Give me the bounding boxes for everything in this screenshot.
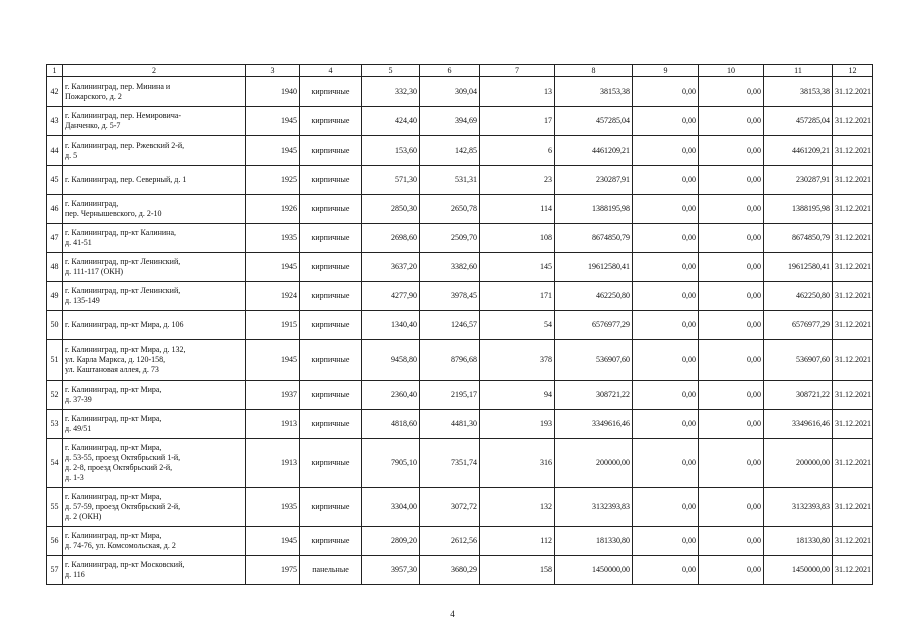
column-header: 3 — [246, 65, 300, 77]
address-cell — [63, 253, 246, 282]
address-line: Пожарского, д. 2 — [65, 91, 122, 101]
table-row — [47, 77, 873, 107]
row-number: 53 — [47, 410, 63, 439]
col11-value-cell: 3132393,83 — [764, 488, 833, 527]
living-area-cell: 3072,72 — [420, 488, 480, 527]
date-cell: 31.12.2021 — [833, 381, 873, 410]
total-area-cell: 2809,20 — [362, 527, 420, 556]
wall-material-cell: кирпичные — [300, 311, 362, 340]
address-cell — [63, 527, 246, 556]
address-line: д. 2-8, проезд Октябрьский 2-й, — [65, 463, 173, 472]
address-cell — [63, 410, 246, 439]
residents-count-cell: 17 — [480, 107, 555, 136]
row-number: 44 — [47, 136, 63, 166]
wall-material-cell: кирпичные — [300, 166, 362, 195]
address-line: д. 116 — [65, 570, 85, 579]
date-cell: 31.12.2021 — [833, 77, 873, 107]
table-row — [47, 439, 873, 488]
year-built-cell: 1945 — [246, 340, 300, 381]
table-row — [47, 136, 873, 166]
residents-count-cell: 158 — [480, 556, 555, 585]
total-cost-cell: 6576977,29 — [555, 311, 633, 340]
living-area-cell: 4481,30 — [420, 410, 480, 439]
col11-value-cell: 1388195,98 — [764, 195, 833, 224]
address-line: д. 2 (ОКН) — [65, 512, 102, 521]
residents-count-cell: 132 — [480, 488, 555, 527]
address-line: д. 37-39 — [65, 395, 92, 404]
column-header: 9 — [633, 65, 699, 77]
year-built-cell: 1975 — [246, 556, 300, 585]
address-cell — [63, 311, 246, 340]
table-row — [47, 556, 873, 585]
living-area-cell: 1246,57 — [420, 311, 480, 340]
date-cell: 31.12.2021 — [833, 107, 873, 136]
col11-value-cell: 3349616,46 — [764, 410, 833, 439]
address-cell — [63, 282, 246, 311]
col10-value-cell: 0,00 — [699, 77, 764, 107]
wall-material-cell: кирпичные — [300, 107, 362, 136]
col10-value-cell: 0,00 — [699, 136, 764, 166]
table-row — [47, 340, 873, 381]
col11-value-cell: 462250,80 — [764, 282, 833, 311]
date-cell: 31.12.2021 — [833, 136, 873, 166]
row-number: 54 — [47, 439, 63, 488]
total-area-cell: 3637,20 — [362, 253, 420, 282]
table-row — [47, 488, 873, 527]
year-built-cell: 1915 — [246, 311, 300, 340]
col11-value-cell: 8674850,79 — [764, 224, 833, 253]
total-area-cell: 4818,60 — [362, 410, 420, 439]
address-line: г. Калининград, пер. Северный, д. 1 — [65, 175, 187, 184]
total-area-cell: 2698,60 — [362, 224, 420, 253]
residents-count-cell: 6 — [480, 136, 555, 166]
address-line: г. Калининград, пр-кт Мира, — [65, 492, 162, 501]
address-line: пер. Чернышевского, д. 2-10 — [65, 209, 162, 218]
col11-value-cell: 19612580,41 — [764, 253, 833, 282]
total-cost-cell: 536907,60 — [555, 340, 633, 381]
living-area-cell: 142,85 — [420, 136, 480, 166]
row-number: 49 — [47, 282, 63, 311]
col9-value-cell: 0,00 — [633, 439, 699, 488]
wall-material-cell: кирпичные — [300, 340, 362, 381]
col9-value-cell: 0,00 — [633, 556, 699, 585]
col11-value-cell: 308721,22 — [764, 381, 833, 410]
address-line: д. 57-59, проезд Октябрьский 2-й, — [65, 502, 181, 511]
address-line: г. Калининград, — [65, 199, 119, 208]
living-area-cell: 394,69 — [420, 107, 480, 136]
row-number: 57 — [47, 556, 63, 585]
col11-value-cell: 181330,80 — [764, 527, 833, 556]
address-cell — [63, 136, 246, 166]
col11-value-cell: 200000,00 — [764, 439, 833, 488]
address-line: г. Калининград, пр-кт Ленинский, — [65, 257, 181, 266]
date-cell: 31.12.2021 — [833, 410, 873, 439]
total-cost-cell: 462250,80 — [555, 282, 633, 311]
col9-value-cell: 0,00 — [633, 282, 699, 311]
total-cost-cell: 1388195,98 — [555, 195, 633, 224]
wall-material-cell: кирпичные — [300, 439, 362, 488]
total-cost-cell: 181330,80 — [555, 527, 633, 556]
row-number: 47 — [47, 224, 63, 253]
total-cost-cell: 4461209,21 — [555, 136, 633, 166]
col9-value-cell: 0,00 — [633, 410, 699, 439]
date-cell: 31.12.2021 — [833, 195, 873, 224]
column-header: 7 — [480, 65, 555, 77]
wall-material-cell: кирпичные — [300, 136, 362, 166]
total-area-cell: 153,60 — [362, 136, 420, 166]
address-line: г. Калининград, пр-кт Калинина, — [65, 228, 176, 237]
total-cost-cell: 200000,00 — [555, 439, 633, 488]
living-area-cell: 2509,70 — [420, 224, 480, 253]
date-cell: 31.12.2021 — [833, 224, 873, 253]
living-area-cell: 531,31 — [420, 166, 480, 195]
col9-value-cell: 0,00 — [633, 77, 699, 107]
column-header: 2 — [63, 65, 246, 77]
living-area-cell: 8796,68 — [420, 340, 480, 381]
total-area-cell: 571,30 — [362, 166, 420, 195]
table-row — [47, 166, 873, 195]
col9-value-cell: 0,00 — [633, 224, 699, 253]
total-area-cell: 332,30 — [362, 77, 420, 107]
address-line: г. Калининград, пр-кт Московский, — [65, 560, 185, 569]
address-line: г. Калининград, пр-кт Мира, — [65, 414, 162, 423]
col9-value-cell: 0,00 — [633, 527, 699, 556]
address-line: д. 53-55, проезд Октябрьский 1-й, — [65, 453, 181, 462]
living-area-cell: 3680,29 — [420, 556, 480, 585]
address-line: д. 41-51 — [65, 238, 92, 247]
year-built-cell: 1935 — [246, 224, 300, 253]
col11-value-cell: 1450000,00 — [764, 556, 833, 585]
col10-value-cell: 0,00 — [699, 311, 764, 340]
date-cell: 31.12.2021 — [833, 527, 873, 556]
residents-count-cell: 114 — [480, 195, 555, 224]
row-number: 52 — [47, 381, 63, 410]
col11-value-cell: 457285,04 — [764, 107, 833, 136]
col9-value-cell: 0,00 — [633, 253, 699, 282]
total-cost-cell: 308721,22 — [555, 381, 633, 410]
address-cell — [63, 224, 246, 253]
table-body — [47, 77, 873, 585]
wall-material-cell: кирпичные — [300, 381, 362, 410]
year-built-cell: 1945 — [246, 136, 300, 166]
living-area-cell: 2612,56 — [420, 527, 480, 556]
address-line: д. 49/51 — [65, 424, 92, 433]
living-area-cell: 3382,60 — [420, 253, 480, 282]
year-built-cell: 1924 — [246, 282, 300, 311]
table-row — [47, 527, 873, 556]
col9-value-cell: 0,00 — [633, 195, 699, 224]
address-cell — [63, 107, 246, 136]
wall-material-cell: кирпичные — [300, 253, 362, 282]
date-cell: 31.12.2021 — [833, 282, 873, 311]
total-cost-cell: 8674850,79 — [555, 224, 633, 253]
col10-value-cell: 0,00 — [699, 340, 764, 381]
wall-material-cell: панельные — [300, 556, 362, 585]
table-row — [47, 381, 873, 410]
total-cost-cell: 38153,38 — [555, 77, 633, 107]
address-line: г. Калининград, пер. Минина и — [65, 81, 171, 91]
date-cell: 31.12.2021 — [833, 488, 873, 527]
row-number: 51 — [47, 340, 63, 381]
total-area-cell: 7905,10 — [362, 439, 420, 488]
col9-value-cell: 0,00 — [633, 136, 699, 166]
total-cost-cell: 230287,91 — [555, 166, 633, 195]
address-line: д. 1-3 — [65, 473, 84, 482]
col10-value-cell: 0,00 — [699, 224, 764, 253]
address-line: ул. Каштановая аллея, д. 73 — [65, 365, 159, 374]
living-area-cell: 3978,45 — [420, 282, 480, 311]
header-row — [47, 65, 873, 77]
col9-value-cell: 0,00 — [633, 381, 699, 410]
row-number: 42 — [47, 77, 63, 107]
housing-register-table — [46, 64, 873, 585]
col10-value-cell: 0,00 — [699, 195, 764, 224]
col10-value-cell: 0,00 — [699, 488, 764, 527]
living-area-cell: 7351,74 — [420, 439, 480, 488]
living-area-cell: 2195,17 — [420, 381, 480, 410]
residents-count-cell: 54 — [480, 311, 555, 340]
date-cell: 31.12.2021 — [833, 166, 873, 195]
residents-count-cell: 378 — [480, 340, 555, 381]
date-cell: 31.12.2021 — [833, 253, 873, 282]
address-line: д. 135-149 — [65, 296, 100, 305]
address-line: г. Калининград, пр-кт Ленинский, — [65, 286, 181, 295]
row-number: 45 — [47, 166, 63, 195]
col10-value-cell: 0,00 — [699, 410, 764, 439]
wall-material-cell: кирпичные — [300, 224, 362, 253]
year-built-cell: 1945 — [246, 107, 300, 136]
column-header: 5 — [362, 65, 420, 77]
wall-material-cell: кирпичные — [300, 527, 362, 556]
total-area-cell: 2850,30 — [362, 195, 420, 224]
year-built-cell: 1937 — [246, 381, 300, 410]
row-number: 56 — [47, 527, 63, 556]
col9-value-cell: 0,00 — [633, 311, 699, 340]
address-cell — [63, 195, 246, 224]
col10-value-cell: 0,00 — [699, 253, 764, 282]
table-row — [47, 107, 873, 136]
col9-value-cell: 0,00 — [633, 107, 699, 136]
date-cell: 31.12.2021 — [833, 340, 873, 381]
col11-value-cell: 38153,38 — [764, 77, 833, 107]
living-area-cell: 2650,78 — [420, 195, 480, 224]
row-number: 55 — [47, 488, 63, 527]
table-row — [47, 195, 873, 224]
column-header: 8 — [555, 65, 633, 77]
row-number: 43 — [47, 107, 63, 136]
col9-value-cell: 0,00 — [633, 340, 699, 381]
year-built-cell: 1913 — [246, 410, 300, 439]
col10-value-cell: 0,00 — [699, 439, 764, 488]
address-line: Данченко, д. 5-7 — [65, 121, 121, 130]
residents-count-cell: 94 — [480, 381, 555, 410]
page-number: 4 — [450, 609, 455, 619]
residents-count-cell: 108 — [480, 224, 555, 253]
total-area-cell: 1340,40 — [362, 311, 420, 340]
col10-value-cell: 0,00 — [699, 107, 764, 136]
total-cost-cell: 19612580,41 — [555, 253, 633, 282]
residents-count-cell: 112 — [480, 527, 555, 556]
date-cell: 31.12.2021 — [833, 556, 873, 585]
total-area-cell: 424,40 — [362, 107, 420, 136]
address-line: г. Калининград, пер. Немировича- — [65, 111, 182, 120]
table-row — [47, 311, 873, 340]
column-header: 12 — [833, 65, 873, 77]
row-number: 48 — [47, 253, 63, 282]
address-line: д. 74-76, ул. Комсомольская, д. 2 — [65, 541, 176, 550]
total-area-cell: 2360,40 — [362, 381, 420, 410]
total-cost-cell: 3349616,46 — [555, 410, 633, 439]
address-cell — [63, 340, 246, 381]
row-number: 46 — [47, 195, 63, 224]
wall-material-cell: кирпичные — [300, 195, 362, 224]
residents-count-cell: 193 — [480, 410, 555, 439]
total-cost-cell: 1450000,00 — [555, 556, 633, 585]
year-built-cell: 1940 — [246, 77, 300, 107]
wall-material-cell: кирпичные — [300, 77, 362, 107]
address-line: г. Калининград, пр-кт Мира, — [65, 531, 162, 540]
column-header: 11 — [764, 65, 833, 77]
wall-material-cell: кирпичные — [300, 282, 362, 311]
year-built-cell: 1945 — [246, 253, 300, 282]
wall-material-cell: кирпичные — [300, 410, 362, 439]
col11-value-cell: 230287,91 — [764, 166, 833, 195]
column-header: 6 — [420, 65, 480, 77]
col11-value-cell: 536907,60 — [764, 340, 833, 381]
residents-count-cell: 145 — [480, 253, 555, 282]
col10-value-cell: 0,00 — [699, 166, 764, 195]
residents-count-cell: 316 — [480, 439, 555, 488]
column-header: 4 — [300, 65, 362, 77]
residents-count-cell: 171 — [480, 282, 555, 311]
table-row — [47, 282, 873, 311]
total-area-cell: 3957,30 — [362, 556, 420, 585]
year-built-cell: 1945 — [246, 527, 300, 556]
year-built-cell: 1926 — [246, 195, 300, 224]
col10-value-cell: 0,00 — [699, 527, 764, 556]
col10-value-cell: 0,00 — [699, 556, 764, 585]
col10-value-cell: 0,00 — [699, 381, 764, 410]
row-number: 50 — [47, 311, 63, 340]
year-built-cell: 1925 — [246, 166, 300, 195]
date-cell: 31.12.2021 — [833, 311, 873, 340]
table-row — [47, 253, 873, 282]
column-header: 10 — [699, 65, 764, 77]
column-header: 1 — [47, 65, 63, 77]
total-area-cell: 3304,00 — [362, 488, 420, 527]
col9-value-cell: 0,00 — [633, 488, 699, 527]
year-built-cell: 1935 — [246, 488, 300, 527]
address-line: г. Калининград, пр-кт Мира, — [65, 385, 162, 394]
address-cell — [63, 488, 246, 527]
year-built-cell: 1913 — [246, 439, 300, 488]
table-row — [47, 410, 873, 439]
residents-count-cell: 23 — [480, 166, 555, 195]
address-line: г. Калининград, пр-кт Мира, д. 106 — [65, 320, 184, 329]
address-line: г. Калининград, пр-кт Мира, — [65, 443, 162, 452]
col11-value-cell: 4461209,21 — [764, 136, 833, 166]
wall-material-cell: кирпичные — [300, 488, 362, 527]
date-cell: 31.12.2021 — [833, 439, 873, 488]
total-cost-cell: 457285,04 — [555, 107, 633, 136]
address-line: д. 111-117 (ОКН) — [65, 267, 124, 276]
total-area-cell: 4277,90 — [362, 282, 420, 311]
address-cell — [63, 381, 246, 410]
address-cell — [63, 439, 246, 488]
address-line: г. Калининград, пр-кт Мира, д. 132, — [65, 345, 186, 354]
total-cost-cell: 3132393,83 — [555, 488, 633, 527]
col11-value-cell: 6576977,29 — [764, 311, 833, 340]
residents-count-cell: 13 — [480, 77, 555, 107]
living-area-cell: 309,04 — [420, 77, 480, 107]
address-cell — [63, 77, 246, 107]
address-cell — [63, 166, 246, 195]
total-area-cell: 9458,80 — [362, 340, 420, 381]
address-line: д. 5 — [65, 150, 78, 160]
address-line: ул. Карла Маркса, д. 120-158, — [65, 355, 166, 364]
address-cell — [63, 556, 246, 585]
table-row — [47, 224, 873, 253]
col10-value-cell: 0,00 — [699, 282, 764, 311]
address-line: г. Калининград, пер. Ржевский 2-й, — [65, 140, 185, 150]
col9-value-cell: 0,00 — [633, 166, 699, 195]
